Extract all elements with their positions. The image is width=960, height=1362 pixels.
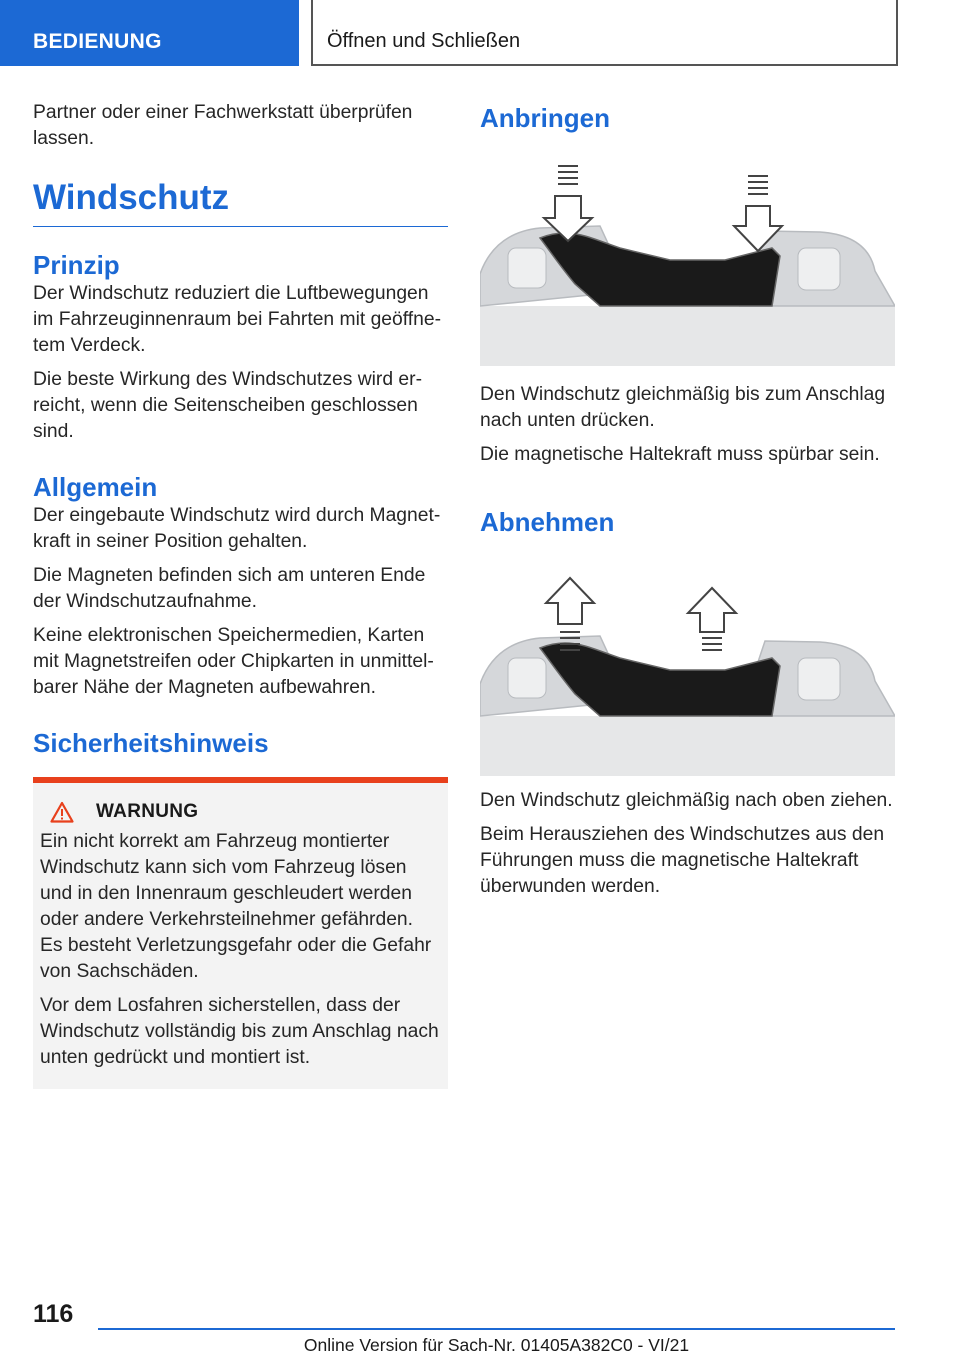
header-chapter-label: Öffnen und Schließen <box>327 30 521 52</box>
warning-label: WARNUNG <box>96 801 199 822</box>
remove-paragraph-1: Den Windschutz gleichmäßig nach oben ziehen. <box>480 790 893 811</box>
principle-paragraph-2: Die beste Wirkung des Windschutzes wird erreicht, wenn die Seitenscheiben geschlossen sind. <box>33 369 422 442</box>
page-number: 116 <box>33 1300 74 1328</box>
warning-box <box>33 777 448 1089</box>
general-paragraph-2: Die Magneten befinden sich am unteren Ende der Windschutzaufnahme. <box>33 565 426 612</box>
attach-windscreen-illustration <box>480 156 895 366</box>
intro-text: Partner oder einer Fachwerkstatt überprüfen lassen. <box>33 102 413 149</box>
warning-header <box>40 801 440 823</box>
remove-windscreen-illustration <box>480 566 895 776</box>
footer-online-version: Online Version für Sach-Nr. 01405A382C0 - VI/21 <box>303 1335 690 1355</box>
right-column <box>480 100 895 900</box>
footer-divider <box>98 1328 895 1330</box>
heading-anbringen: Anbringen <box>480 103 610 133</box>
header-chapter-box <box>311 0 898 66</box>
principle-paragraph-1: Der Windschutz reduziert die Luftbewegungen im Fahrzeuginnenraum bei Fahrten mit geöffnetem Verdeck. <box>33 283 441 356</box>
warning-paragraph-1: Ein nicht korrekt am Fahrzeug montierter Windschutz kann sich vom Fahrzeug lösen und in den Innenraum geschleudert werden oder andere Verkehrsteilnehmer gefährden. Es besteht Verletzungsgefahr oder die Gefahr von Sachschäden. <box>40 831 432 982</box>
heading-sicherheitshinweis: Sicherheitshinweis <box>33 728 269 758</box>
general-paragraph-1: Der eingebaute Windschutz wird durch Magnetkraft in seiner Position gehalten. <box>33 505 441 552</box>
heading-abnehmen: Abnehmen <box>480 507 615 537</box>
remove-paragraph-2: Beim Herausziehen des Windschutzes aus den Führungen muss die magnetische Haltekraft überwunden werden. <box>480 824 885 897</box>
heading-prinzip: Prinzip <box>33 250 120 280</box>
warning-paragraph-2: Vor dem Losfahren sicherstellen, dass der Windschutz vollständig bis zum Anschlag nach unten gedrückt und montiert ist. <box>40 995 439 1068</box>
left-column <box>33 100 448 1089</box>
attach-paragraph-2: Die magnetische Haltekraft muss spürbar sein. <box>480 444 880 465</box>
page-title: Windschutz <box>33 178 448 227</box>
header-section-tab <box>0 0 299 66</box>
attach-paragraph-1: Den Windschutz gleichmäßig bis zum Anschlag nach unten drücken. <box>480 384 886 431</box>
header-section-label: BEDIENUNG <box>33 30 162 53</box>
heading-allgemein: Allgemein <box>33 472 158 502</box>
general-paragraph-3: Keine elektronischen Speichermedien, Karten mit Magnetstreifen oder Chipkarten in unmittelbarer Nähe der Magneten aufbewahren. <box>33 625 434 698</box>
warning-triangle-icon <box>50 801 74 823</box>
